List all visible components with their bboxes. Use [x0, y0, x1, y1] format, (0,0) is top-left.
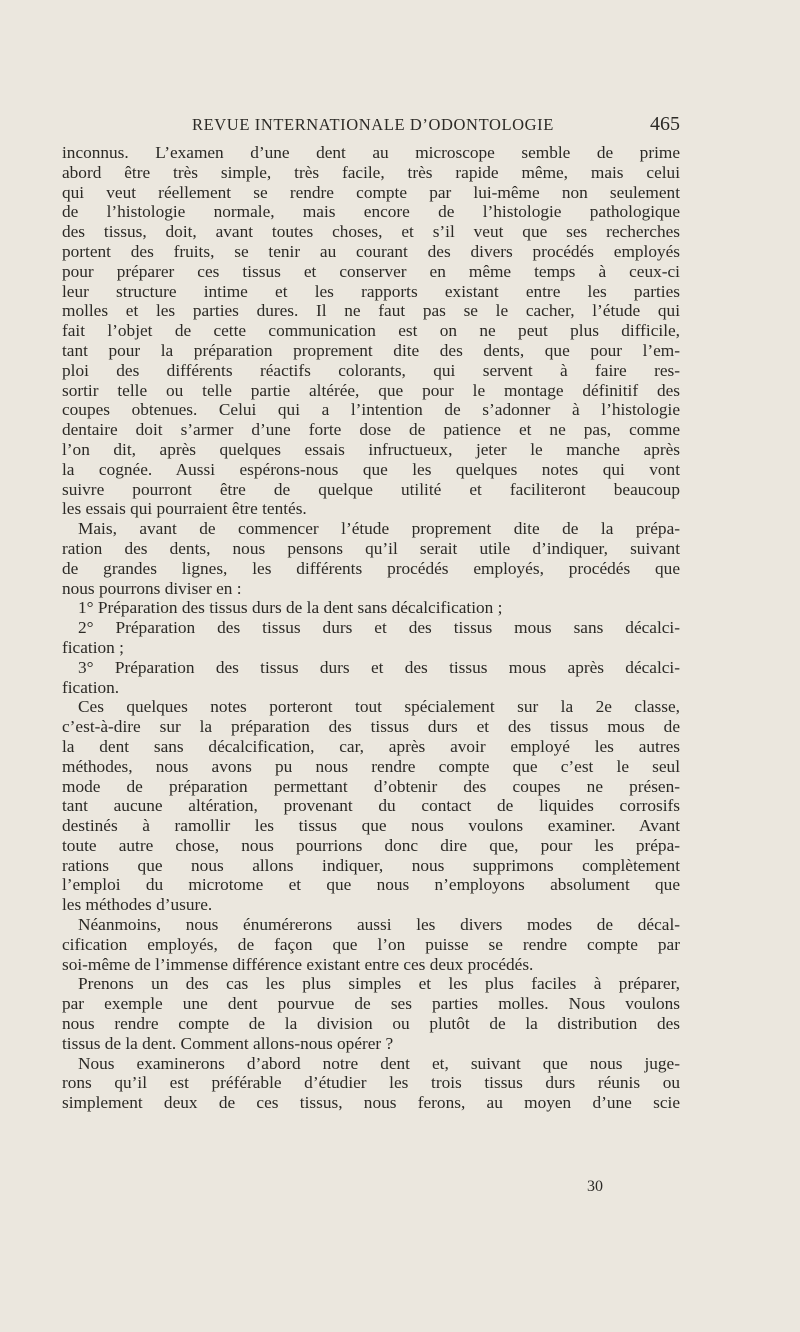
- text-line: portent des fruits, se tenir au courant des divers procédés employés: [62, 241, 680, 261]
- text-line: Mais, avant de commencer l’étude proprement dite de la prépa-: [78, 519, 680, 539]
- text-line: leur structure intime et les rapports existant entre les parties: [62, 281, 680, 301]
- text-line: 2° Préparation des tissus durs et des tissus mous sans décalci-: [78, 618, 680, 638]
- text-line: 3° Préparation des tissus durs et des tissus mous après décalci-: [78, 657, 680, 677]
- text-line: 1° Préparation des tissus durs de la dent sans décalcification ;: [78, 598, 503, 618]
- text-line: soi-même de l’immense différence existant entre ces deux procédés.: [62, 954, 534, 974]
- text-line: Néanmoins, nous énumérerons aussi les divers modes de décal-: [78, 915, 680, 935]
- text-line: par exemple une dent pourvue de ses parties molles. Nous voulons: [62, 994, 680, 1014]
- text-line: molles et les parties dures. Il ne faut pas se le cacher, l’étude qui: [62, 301, 680, 321]
- text-line: la cognée. Aussi espérons-nous que les quelques notes qui vont: [62, 459, 680, 479]
- running-title: REVUE INTERNATIONALE D’ODONTOLOGIE: [192, 115, 554, 134]
- text-line: l’emploi du microtome et que nous n’employons absolument que: [62, 875, 680, 895]
- text-line: fication.: [62, 677, 120, 697]
- text-line: de l’histologie normale, mais encore de l’histologie pathologique: [62, 202, 680, 222]
- text-line: cification employés, de façon que l’on puisse se rendre compte par: [62, 934, 680, 954]
- text-line: coupes obtenues. Celui qui a l’intention de s’adonner à l’histologie: [62, 400, 680, 420]
- text-line: sortir telle ou telle partie altérée, que pour le montage définitif des: [62, 380, 680, 400]
- text-line: les essais qui pourraient être tentés.: [62, 499, 307, 519]
- text-line: fait l’objet de cette communication est on ne peut plus difficile,: [62, 321, 680, 341]
- signature-mark: 30: [587, 1178, 603, 1195]
- text-line: c’est-à-dire sur la préparation des tissus durs et des tissus mous de: [62, 717, 680, 737]
- text-line: l’on dit, après quelques essais infructueux, jeter le manche après: [62, 439, 680, 459]
- text-line: méthodes, nous avons pu nous rendre compte que c’est le seul: [62, 756, 680, 776]
- text-line: Nous examinerons d’abord notre dent et, suivant que nous juge-: [78, 1053, 680, 1073]
- text-line: suivre pourront être de quelque utilité et faciliteront beaucoup: [62, 479, 680, 499]
- text-line: mode de préparation permettant d’obtenir des coupes ne présen-: [62, 776, 680, 796]
- text-line: de grandes lignes, les différents procédés employés, procédés que: [62, 558, 680, 578]
- page-number: 465: [650, 113, 680, 135]
- text-line: ration des dents, nous pensons qu’il serait utile d’indiquer, suivant: [62, 538, 680, 558]
- text-line: Prenons un des cas les plus simples et les plus faciles à préparer,: [78, 974, 680, 994]
- text-line: qui veut réellement se rendre compte par lui-même non seulement: [62, 182, 680, 202]
- text-line: pour préparer ces tissus et conserver en même temps à ceux-ci: [62, 261, 680, 281]
- text-line: toute autre chose, nous pourrions donc dire que, pour les prépa-: [62, 835, 680, 855]
- text-line: dentaire doit s’armer d’une forte dose de patience et ne pas, comme: [62, 420, 680, 440]
- text-line: ploi des différents réactifs colorants, qui servent à faire res-: [62, 360, 680, 380]
- running-head: [62, 113, 680, 137]
- text-line: rations que nous allons indiquer, nous supprimons complètement: [62, 855, 680, 875]
- text-line: tant pour la préparation proprement dite des dents, que pour l’em-: [62, 340, 680, 360]
- text-line: tissus de la dent. Comment allons-nous opérer ?: [62, 1033, 394, 1053]
- text-line: inconnus. L’examen d’une dent au microscope semble de prime: [62, 143, 680, 162]
- text-line: la dent sans décalcification, car, après avoir employé les autres: [62, 736, 680, 756]
- text-line: rons qu’il est préférable d’étudier les trois tissus durs réunis ou: [62, 1073, 680, 1093]
- body-text: [62, 143, 680, 1113]
- text-line: nous pourrons diviser en :: [62, 578, 242, 598]
- text-line: Ces quelques notes porteront tout spécialement sur la 2e classe,: [78, 697, 680, 717]
- text-line: nous rendre compte de la division ou plutôt de la distribution des: [62, 1014, 680, 1034]
- text-line: abord être très simple, très facile, très rapide même, mais celui: [62, 162, 680, 182]
- text-line: tant aucune altération, provenant du contact de liquides corrosifs: [62, 796, 680, 816]
- text-line: simplement deux de ces tissus, nous ferons, au moyen d’une scie: [62, 1093, 680, 1113]
- text-line: les méthodes d’usure.: [62, 895, 213, 915]
- text-line: destinés à ramollir les tissus que nous voulons examiner. Avant: [62, 816, 680, 836]
- text-line: des tissus, doit, avant toutes choses, et s’il veut que ses recherches: [62, 222, 680, 242]
- text-line: fication ;: [62, 637, 124, 657]
